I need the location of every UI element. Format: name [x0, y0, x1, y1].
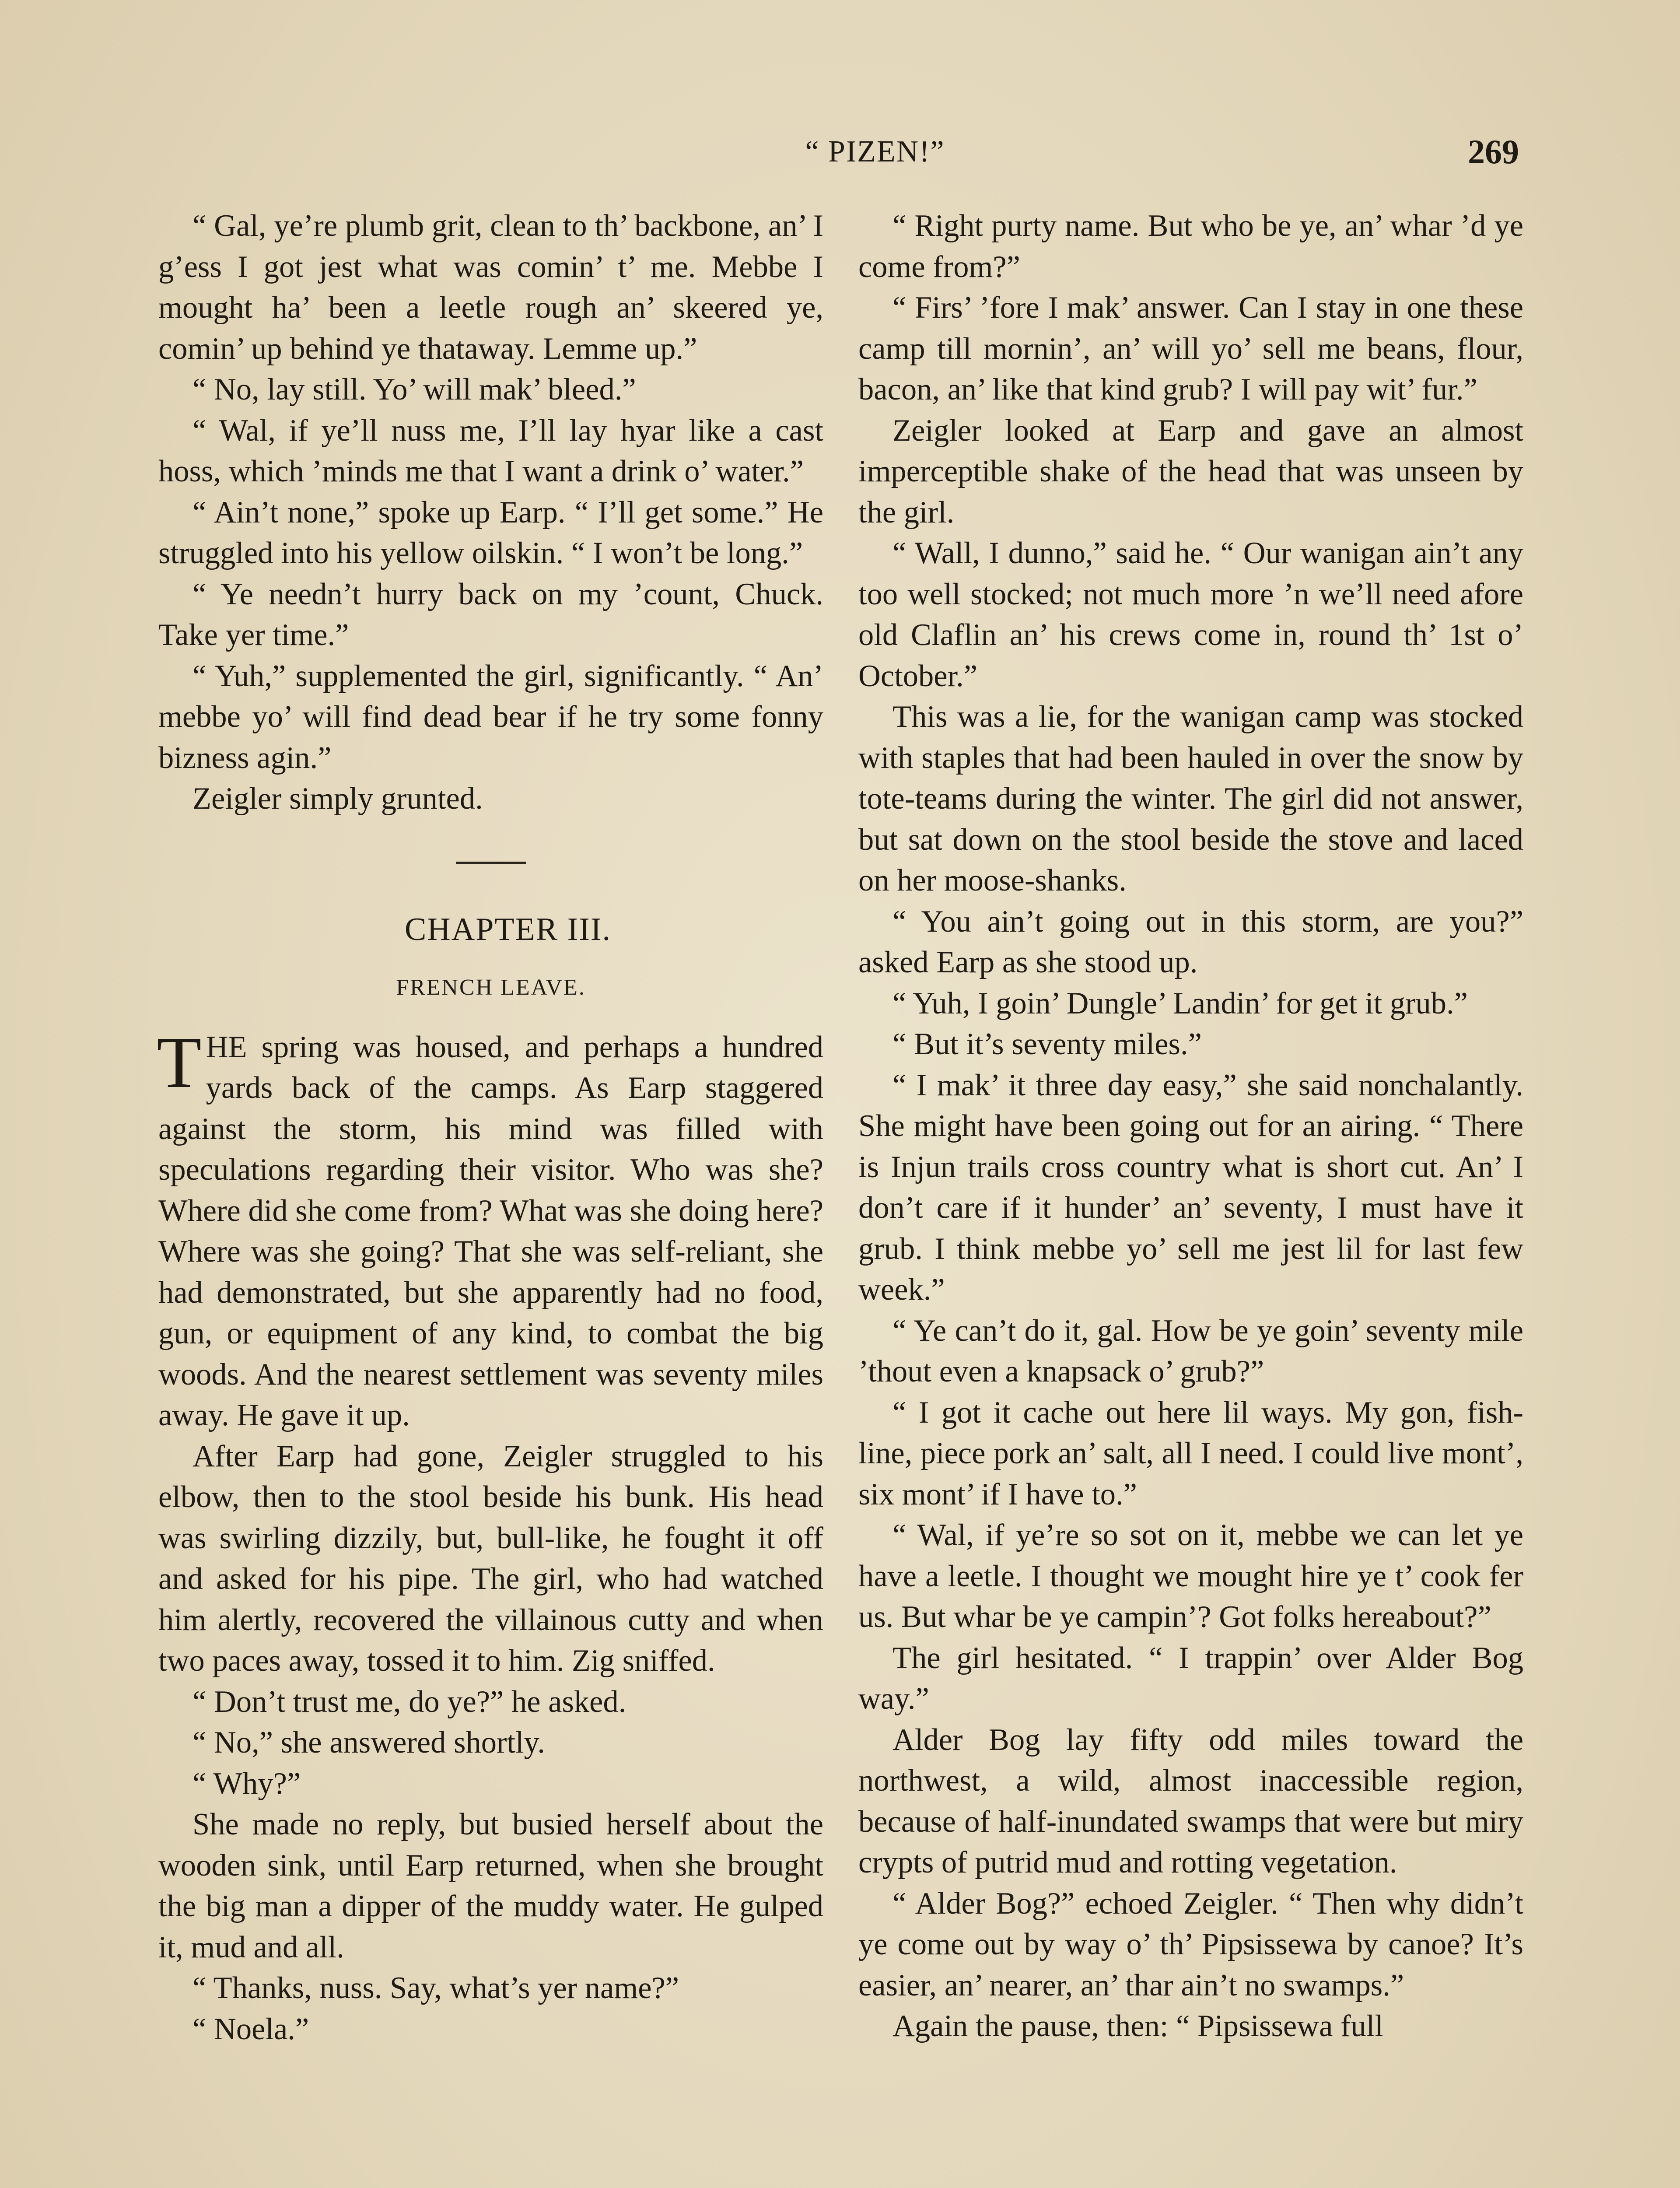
paragraph: “ Ye can’t do it, gal. How be ye goin’ seventy mile ’thout even a knapsack o’ grub?”	[858, 1313, 1523, 1389]
page-header	[0, 128, 1680, 180]
paragraph: “ No, lay still. Yo’ will mak’ bleed.”	[192, 372, 636, 407]
paragraph: “ Wall, I dunno,” said he. “ Our wanigan ain’t any too well stocked; not much more ’n we’ll need afore old Claflin an’ his crews come in, round th’ 1st o’ October.”	[858, 536, 1523, 693]
paragraph: “ Yuh, I goin’ Dungle’ Landin’ for get it grub.”	[892, 986, 1468, 1020]
paragraph: “ Wal, if ye’re so sot on it, mebbe we can let ye have a leetle. I thought we mought hire ye t’ cook fer us. But whar be ye campin’? Got folks hereabout?”	[858, 1518, 1523, 1634]
paragraph: “ Alder Bog?” echoed Zeigler. “ Then why didn’t ye come out by way o’ th’ Pipsissewa by canoe? It’s easier, an’ nearer, an’ thar ain’t no swamps.”	[858, 1886, 1523, 2002]
drop-cap: T	[157, 1021, 202, 1103]
paragraph: “ Firs’ ’fore I mak’ answer. Can I stay in one these camp till mornin’, an’ will yo’ sell me beans, flour, bacon, an’ like that kind grub? I will pay wit’ fur.”	[858, 291, 1523, 407]
running-title: “ PIZEN!”	[805, 135, 945, 168]
chapter-subtitle: FRENCH LEAVE.	[396, 975, 586, 1000]
paragraph: Zeigler simply grunted.	[192, 782, 483, 816]
paragraph: “ Don’t trust me, do ye?” he asked.	[192, 1684, 626, 1719]
paragraph: “ Right purty name. But who be ye, an’ whar ’d ye come from?”	[858, 209, 1523, 284]
paragraph: “ Noela.”	[192, 2012, 309, 2046]
paragraph: “ No,” she answered shortly.	[192, 1725, 545, 1760]
paragraph: This was a lie, for the wanigan camp was stocked with staples that had been hauled in over the snow by tote-teams during the winter. The girl did not answer, but sat down on the stool beside the stove and laced on her moose-shanks.	[858, 700, 1523, 898]
paragraph: “ Wal, if ye’ll nuss me, I’ll lay hyar like a cast hoss, which ’minds me that I want a drink o’ water.”	[158, 413, 823, 488]
paragraph: “ Ye needn’t hurry back on my ’count, Chuck. Take yer time.”	[158, 577, 823, 652]
page-number: 269	[1468, 133, 1519, 171]
chapter-heading: CHAPTER III.	[404, 911, 612, 947]
section-divider	[456, 862, 526, 864]
left-column	[158, 206, 823, 2050]
paragraph: “ Thanks, nuss. Say, what’s yer name?”	[192, 1971, 679, 2005]
paragraph: After Earp had gone, Zeigler struggled to his elbow, then to the stool beside his bunk. His head was swirling dizzily, but, bull-like, he fought it off and asked for his pipe. The girl, who had watched him alertly, recovered the villainous cutty and when two paces away, tossed it to him. Zig sniffed.	[158, 1439, 823, 1678]
paragraph: “ I mak’ it three day easy,” she said nonchalantly. She might have been going out for an airing. “ There is Injun trails cross country what is short cut. An’ I don’t care if it hunder’ an’ seventy, I must have it grub. I think mebbe yo’ sell me jest lil for last few week.”	[858, 1068, 1523, 1307]
chapter-opening-paragraph	[157, 1021, 823, 1436]
paragraph: “ I got it cache out here lil ways. My gon, fish-line, piece pork an’ salt, all I need. I could live mont’, six mont’ if I have to.”	[858, 1395, 1523, 1511]
paragraph: “ Gal, ye’re plumb grit, clean to th’ backbone, an’ I g’ess I got jest what was comin’ t’ me. Mebbe I mought ha’ been a leetle rough an’ skeered ye, comin’ up behind ye thataway. Lemme up.”	[158, 209, 823, 366]
paragraph: Zeigler looked at Earp and gave an almost imperceptible shake of the head that was unseen by the girl.	[858, 413, 1523, 529]
paragraph: “ Why?”	[192, 1766, 301, 1801]
paragraph: She made no reply, but busied herself about the wooden sink, until Earp returned, when she brought the big man a dipper of the muddy water. He gulped it, mud and all.	[158, 1807, 823, 1964]
paragraph: The girl hesitated. “ I trappin’ over Alder Bog way.”	[858, 1641, 1523, 1716]
paragraph: Alder Bog lay fifty odd miles toward the northwest, a wild, almost inaccessible region, because of half-inundated swamps that were but miry crypts of putrid mud and rotting vegetation.	[858, 1722, 1523, 1879]
paragraph: Again the pause, then: “ Pipsissewa full	[892, 2009, 1383, 2043]
opening-paragraph-text: HE spring was housed, and perhaps a hundred yards back of the camps. As Earp staggered against the storm, his mind was filled with speculations regarding their visitor. Who was she? Where did she come from? What was she doing here? Where was she going? That she was self-reliant, she had demonstrated, but she apparently had no food, gun, or equipment of any kind, to combat the big woods. And the nearest settlement was seventy miles away. He gave it up.	[158, 1030, 823, 1432]
paragraph: “ But it’s seventy miles.”	[892, 1027, 1202, 1061]
paragraph: “ Ain’t none,” spoke up Earp. “ I’ll get some.” He struggled into his yellow oilskin. “ I won’t be long.”	[158, 495, 823, 570]
paragraph: “ Yuh,” supplemented the girl, significantly. “ An’ mebbe yo’ will find dead bear if he try some fonny bizness agin.”	[158, 659, 823, 775]
paragraph: “ You ain’t going out in this storm, are you?” asked Earp as she stood up.	[858, 904, 1523, 979]
right-column	[858, 206, 1523, 2047]
